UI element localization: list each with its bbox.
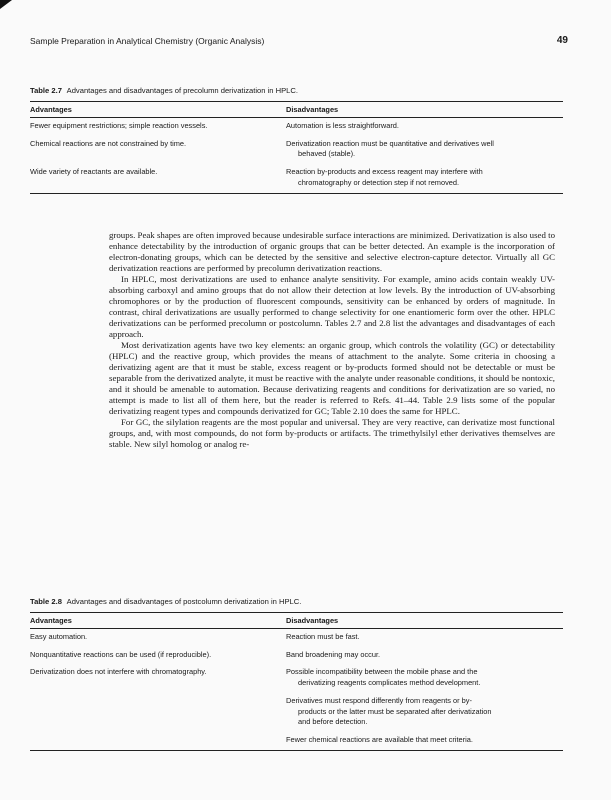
running-title: Sample Preparation in Analytical Chemistry (Organic Analysis)	[30, 36, 265, 46]
disadvantage-cell	[286, 164, 563, 193]
disadvantage-text-continued: derivatizing reagents complicates method development.	[298, 678, 481, 688]
table-2-8	[30, 597, 563, 751]
table-caption	[30, 597, 563, 606]
table-label: Table 2.7	[30, 86, 62, 95]
table-row	[30, 732, 563, 750]
advantage-cell: Nonquantitative reactions can be used (if reproducible).	[30, 649, 212, 659]
disadvantage-text: Reaction by-products and excess reagent may interfere with	[286, 167, 483, 177]
advantage-cell: Derivatization does not interfere with chromatography.	[30, 667, 207, 677]
disadvantage-text-continued: products or the latter must be separated after derivatization	[298, 706, 492, 716]
paragraph: For GC, the silylation reagents are the most popular and universal. They are very reactive, can derivatize most functional groups, and, with most compounds, do not form by-products or artifacts. The trimethylsilyl ether derivatives themselves are stable. New silyl homolog or analog re-	[109, 417, 555, 449]
table-row	[30, 693, 563, 732]
table-2-7	[30, 86, 563, 194]
table-caption	[30, 86, 563, 95]
advantage-cell: Easy automation.	[30, 632, 88, 641]
disadvantage-cell	[286, 693, 563, 732]
column-header-disadvantages: Disadvantages	[286, 613, 563, 629]
page-corner-mark	[0, 0, 12, 9]
disadvantage-cell	[286, 732, 563, 750]
paragraph: In HPLC, most derivatizations are used to enhance analyte sensitivity. For example, amino acids contain weakly UV-absorbing carboxyl and amino groups that do not allow their detection at low levels. By the introduction of UV-absorbing chromophores or by the production of fluorescent compounds, sensitivity can be enhanced by orders of magnitude. In contrast, chiral derivatizations are usually performed to change selectivity for one enantiomeric form over the other. HPLC derivatizations can be performed precolumn or postcolumn. Tables 2.7 and 2.8 list the advantages and disadvantages of each approach.	[109, 274, 555, 339]
table-row	[30, 629, 563, 647]
column-header-disadvantages: Disadvantages	[286, 102, 563, 118]
data-table	[30, 101, 563, 194]
advantage-cell: Chemical reactions are not constrained by time.	[30, 138, 187, 148]
disadvantage-cell	[286, 629, 563, 647]
table-row	[30, 136, 563, 164]
running-header	[30, 36, 568, 46]
disadvantage-text: Possible incompatibility between the mobile phase and the	[286, 667, 478, 677]
column-header-advantages: Advantages	[30, 613, 286, 629]
disadvantage-text: Reaction must be fast.	[286, 632, 360, 641]
advantage-cell: Wide variety of reactants are available.	[30, 164, 286, 193]
page-number: 49	[556, 35, 568, 46]
advantage-cell: Fewer equipment restrictions; simple reaction vessels.	[30, 121, 208, 130]
table-row	[30, 647, 563, 665]
disadvantage-text-continued: behaved (stable).	[298, 149, 356, 159]
paragraph: Most derivatization agents have two key elements: an organic group, which controls the volatility (GC) or detectability (HPLC) and the reactive group, which provides the means of attachment to the analyte. Some criteria in choosing a derivatizing agent are that it must be stable, excess reagent or by-products formed should not be detectable or must be separable from the derivatized analyte, it must be reactive with the analyte under reasonable conditions, it should be nontoxic, and it should be amenable to automation. Because derivatizing reagents and conditions for derivatization are so varied, no attempt is made to list all of them here, but the reader is referred to Refs. 41–44. Table 2.9 lists some of the popular derivatizing reagent types and compounds derivatized for GC; Table 2.10 does the same for HPLC.	[109, 340, 555, 416]
disadvantage-text-continued: and before detection.	[298, 717, 368, 727]
advantage-cell	[30, 693, 286, 732]
disadvantage-cell	[286, 118, 563, 136]
column-header-advantages: Advantages	[30, 102, 286, 118]
table-row	[30, 164, 563, 193]
table-title: Advantages and disadvantages of precolumn derivatization in HPLC.	[66, 86, 298, 95]
table-row	[30, 118, 563, 136]
advantage-cell	[30, 732, 286, 750]
table-row	[30, 664, 563, 692]
disadvantage-text: Fewer chemical reactions are available that meet criteria.	[286, 735, 473, 745]
data-table	[30, 612, 563, 751]
disadvantage-text: Automation is less straightforward.	[286, 121, 399, 130]
disadvantage-text-continued: chromatography or detection step if not removed.	[298, 177, 460, 187]
disadvantage-text: Derivatives must respond differently from reagents or by-	[286, 695, 472, 705]
table-label: Table 2.8	[30, 597, 62, 606]
table-title: Advantages and disadvantages of postcolumn derivatization in HPLC.	[66, 597, 302, 606]
disadvantage-cell	[286, 647, 563, 665]
disadvantage-text: Band broadening may occur.	[286, 649, 381, 659]
paragraph: groups. Peak shapes are often improved because undesirable surface interactions are minimized. Derivatization is also used to enhance detectability by the introduction of organic groups that can be better detected. An example is the incorporation of electron-donating groups, which can be detected by the sensitive and selective electron-capture detector. Virtually all GC derivatization reactions are performed by precolumn derivatization reactions.	[109, 230, 555, 273]
disadvantage-text: Derivatization reaction must be quantitative and derivatives well	[286, 138, 494, 148]
disadvantage-cell	[286, 664, 563, 692]
body-text	[109, 230, 555, 450]
disadvantage-cell	[286, 136, 563, 164]
